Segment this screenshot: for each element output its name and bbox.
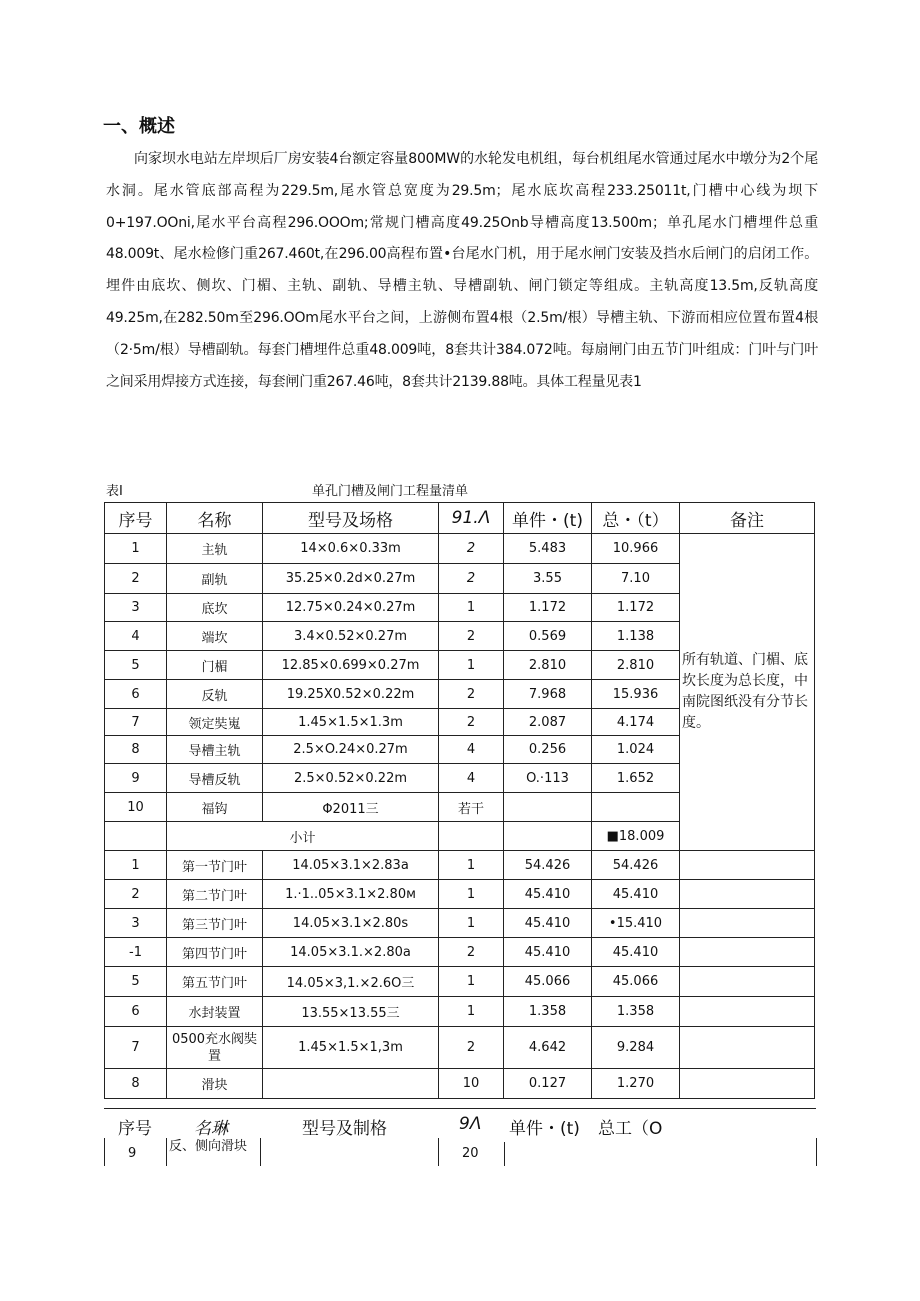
cell: 2.087	[504, 709, 592, 736]
cell: 若干	[439, 793, 504, 822]
cell: 第一节门叶	[167, 851, 263, 880]
cell: 45.066	[592, 967, 680, 997]
cell: 7.968	[504, 680, 592, 709]
cell: 端坎	[167, 622, 263, 651]
table-row	[105, 1069, 815, 1099]
cell: 3	[105, 909, 167, 938]
cell	[680, 938, 815, 967]
cell: 第三节门叶	[167, 909, 263, 938]
cell: 4	[105, 622, 167, 651]
header-cell: 单件・(t)	[509, 1119, 580, 1139]
cell: 8	[105, 736, 167, 764]
cell: 15.936	[592, 680, 680, 709]
cell: 1.·1..05×3.1×2.80м	[263, 880, 439, 909]
cell: 2	[439, 622, 504, 651]
header-cell: 型号及场格	[263, 503, 439, 534]
cell	[680, 851, 815, 880]
cell	[504, 822, 592, 851]
cell: 5	[105, 651, 167, 680]
table-row	[105, 909, 815, 938]
cell: 8	[105, 1069, 167, 1099]
cell: 2	[439, 1027, 504, 1069]
cell: 底坎	[167, 594, 263, 622]
cell: 2.810	[592, 651, 680, 680]
cell: 14.05×3,1.×2.6O三	[263, 967, 439, 997]
cell: 1	[439, 880, 504, 909]
cell: 10	[105, 793, 167, 822]
cell: 45.410	[504, 880, 592, 909]
header-cell: 单件・(t)	[504, 503, 592, 534]
header-cell: 备注	[680, 503, 815, 534]
cell: 1	[439, 651, 504, 680]
table-row	[105, 851, 815, 880]
table-row	[105, 534, 815, 564]
cell: 9	[105, 764, 167, 793]
cell: 9	[128, 1146, 137, 1161]
cell: 45.410	[504, 938, 592, 967]
table-row	[105, 967, 815, 997]
cell: O.·113	[504, 764, 592, 793]
cell: 54.426	[592, 851, 680, 880]
cell	[680, 1027, 815, 1069]
cell: 2	[439, 534, 504, 564]
header-cell: 序号	[105, 503, 167, 534]
cell: 3.55	[504, 564, 592, 594]
cell: 7.10	[592, 564, 680, 594]
cell: 滑块	[167, 1069, 263, 1099]
cell: 2.810	[504, 651, 592, 680]
cell	[680, 909, 815, 938]
cell: 领定奘嵬	[167, 709, 263, 736]
cell	[504, 793, 592, 822]
table-row	[105, 938, 815, 967]
cell: 1.172	[592, 594, 680, 622]
table-row	[105, 1027, 815, 1069]
header-cell: 名琳	[194, 1119, 228, 1139]
cell: 45.410	[592, 880, 680, 909]
cell: 导槽主轨	[167, 736, 263, 764]
header-cell: 91.Λ	[439, 503, 504, 534]
table-label: 表I	[106, 484, 123, 499]
cell: 6	[105, 997, 167, 1027]
cell	[680, 1069, 815, 1099]
cell: 0500充水阀奘置	[167, 1027, 263, 1069]
header-cell: 总工（O	[598, 1119, 663, 1139]
cell: 7	[105, 1027, 167, 1069]
header-cell: 9Λ	[459, 1114, 482, 1134]
subtotal-value: ■18.009	[592, 822, 680, 851]
table-row	[105, 880, 815, 909]
section-heading: 一、概述	[103, 116, 175, 137]
cell: 第四节门叶	[167, 938, 263, 967]
cell: 1.652	[592, 764, 680, 793]
overview-paragraph	[106, 144, 818, 398]
cell	[263, 1069, 439, 1099]
cell: 14.05×3.1.×2.80a	[263, 938, 439, 967]
cell: 1	[439, 594, 504, 622]
cell: 1.138	[592, 622, 680, 651]
cell: 2	[105, 564, 167, 594]
cell: 门楣	[167, 651, 263, 680]
cell: 主轨	[167, 534, 263, 564]
cell: 3	[105, 594, 167, 622]
cell: 4	[439, 764, 504, 793]
cell: 1.45×1.5×1.3m	[263, 709, 439, 736]
cell	[680, 967, 815, 997]
cell: 3.4×0.52×0.27m	[263, 622, 439, 651]
cell: 10	[439, 1069, 504, 1099]
cell: 导槽反轨	[167, 764, 263, 793]
cell: 0.569	[504, 622, 592, 651]
cell	[105, 822, 167, 851]
header-cell: 总・（t）	[592, 503, 680, 534]
cell: 1.024	[592, 736, 680, 764]
cell: 35.25×0.2d×0.27m	[263, 564, 439, 594]
cell: Φ2011三	[263, 793, 439, 822]
cell: 9.284	[592, 1027, 680, 1069]
cell: 2	[439, 564, 504, 594]
cell: •15.410	[592, 909, 680, 938]
cell: 1	[439, 851, 504, 880]
cell	[680, 880, 815, 909]
cell: 12.85×0.699×0.27m	[263, 651, 439, 680]
cell: 13.55×13.55三	[263, 997, 439, 1027]
cell	[439, 822, 504, 851]
cell: 10.966	[592, 534, 680, 564]
cell: 福钩	[167, 793, 263, 822]
header-cell: 名称	[167, 503, 263, 534]
table-caption: 单孔门槽及闸门工程量清单	[312, 484, 469, 499]
cell: 4.174	[592, 709, 680, 736]
cell: 5	[105, 967, 167, 997]
header-cell: 型号及制格	[302, 1119, 387, 1139]
cell: 7	[105, 709, 167, 736]
cell: 1.270	[592, 1069, 680, 1099]
cell: 1	[439, 909, 504, 938]
cell: 2.5×0.52×0.22m	[263, 764, 439, 793]
cell: 2	[439, 938, 504, 967]
cell: 54.426	[504, 851, 592, 880]
cell: 第二节门叶	[167, 880, 263, 909]
cell: 12.75×0.24×0.27m	[263, 594, 439, 622]
cell: 副轨	[167, 564, 263, 594]
cell: 反轨	[167, 680, 263, 709]
cell: 水封装置	[167, 997, 263, 1027]
cell: 第五节门叶	[167, 967, 263, 997]
cell: 1.45×1.5×1,3m	[263, 1027, 439, 1069]
cell: 19.25X0.52×0.22m	[263, 680, 439, 709]
cell	[680, 997, 815, 1027]
cell: 反、侧向滑块	[169, 1139, 248, 1154]
last-row	[104, 1138, 816, 1166]
cell: 4.642	[504, 1027, 592, 1069]
cell: 4	[439, 736, 504, 764]
cell	[592, 793, 680, 822]
quantity-table	[104, 502, 815, 1099]
cell: 14×0.6×0.33m	[263, 534, 439, 564]
cell: 0.256	[504, 736, 592, 764]
subtotal-label: 小计	[167, 822, 439, 851]
cell: 5.483	[504, 534, 592, 564]
cell: 1	[105, 851, 167, 880]
cell: -1	[105, 938, 167, 967]
cell: 45.410	[504, 909, 592, 938]
cell: 2.5×O.24×0.27m	[263, 736, 439, 764]
paragraph-text: 向家坝水电站左岸坝后厂房安装4台额定容量800MW的水轮发电机组，每台机组尾水管通过尾水中墩分为2个尾水洞。尾水管底部高程为229.5m,尾水管总宽度为29.5m；尾水底坎高程233.25011t,门槽中心线为坝下0+197.OOni,尾水平台高程296.OOOm;常规门槽高度49.25Onb导槽高度13.500m；单孔尾水门槽埋件总重48.009t、尾水检修门重267.460t,在296.00高程布置•台尾水门机，用于尾水闸门安装及挡水后闸门的启闭工作。埋件由底坎、侧坎、门楣、主轨、副轨、导槽主轨、导槽副轨、闸门锁定等组成。主轨高度13.5m,反轨高度49.25m,在282.50m至296.OOm尾水平台之间，上游侧布置4根（2.5m/根）导槽主轨、下游而相应位置布置4根（2·5m/根）导槽副轨。每套门槽埋件总重48.009吨，8套共计384.072吨。每扇闸门由五节门叶组成：门叶与门叶之间采用焊接方式连接，每套闸门重267.46吨，8套共计2139.88吨。具体工程量见表1	[106, 151, 818, 390]
cell: 1	[439, 967, 504, 997]
cell: 45.066	[504, 967, 592, 997]
cell: 2	[439, 709, 504, 736]
cell: 0.127	[504, 1069, 592, 1099]
cell: 45.410	[592, 938, 680, 967]
cell: 14.05×3.1×2.80s	[263, 909, 439, 938]
table-header-row	[105, 503, 815, 534]
cell: 1.358	[592, 997, 680, 1027]
cell: 20	[462, 1146, 479, 1161]
remark-note: 所有轨道、门楣、底坎长度为总长度，中南院图纸没有分节长度。	[680, 534, 815, 851]
cell: 2	[439, 680, 504, 709]
cell: 1.172	[504, 594, 592, 622]
cell: 1	[439, 997, 504, 1027]
cell: 2	[105, 880, 167, 909]
cell: 1.358	[504, 997, 592, 1027]
cell: 6	[105, 680, 167, 709]
cell: 14.05×3.1×2.83a	[263, 851, 439, 880]
repeated-header	[104, 1108, 816, 1138]
table-row	[105, 997, 815, 1027]
header-cell: 序号	[118, 1119, 152, 1139]
cell: 1	[105, 534, 167, 564]
